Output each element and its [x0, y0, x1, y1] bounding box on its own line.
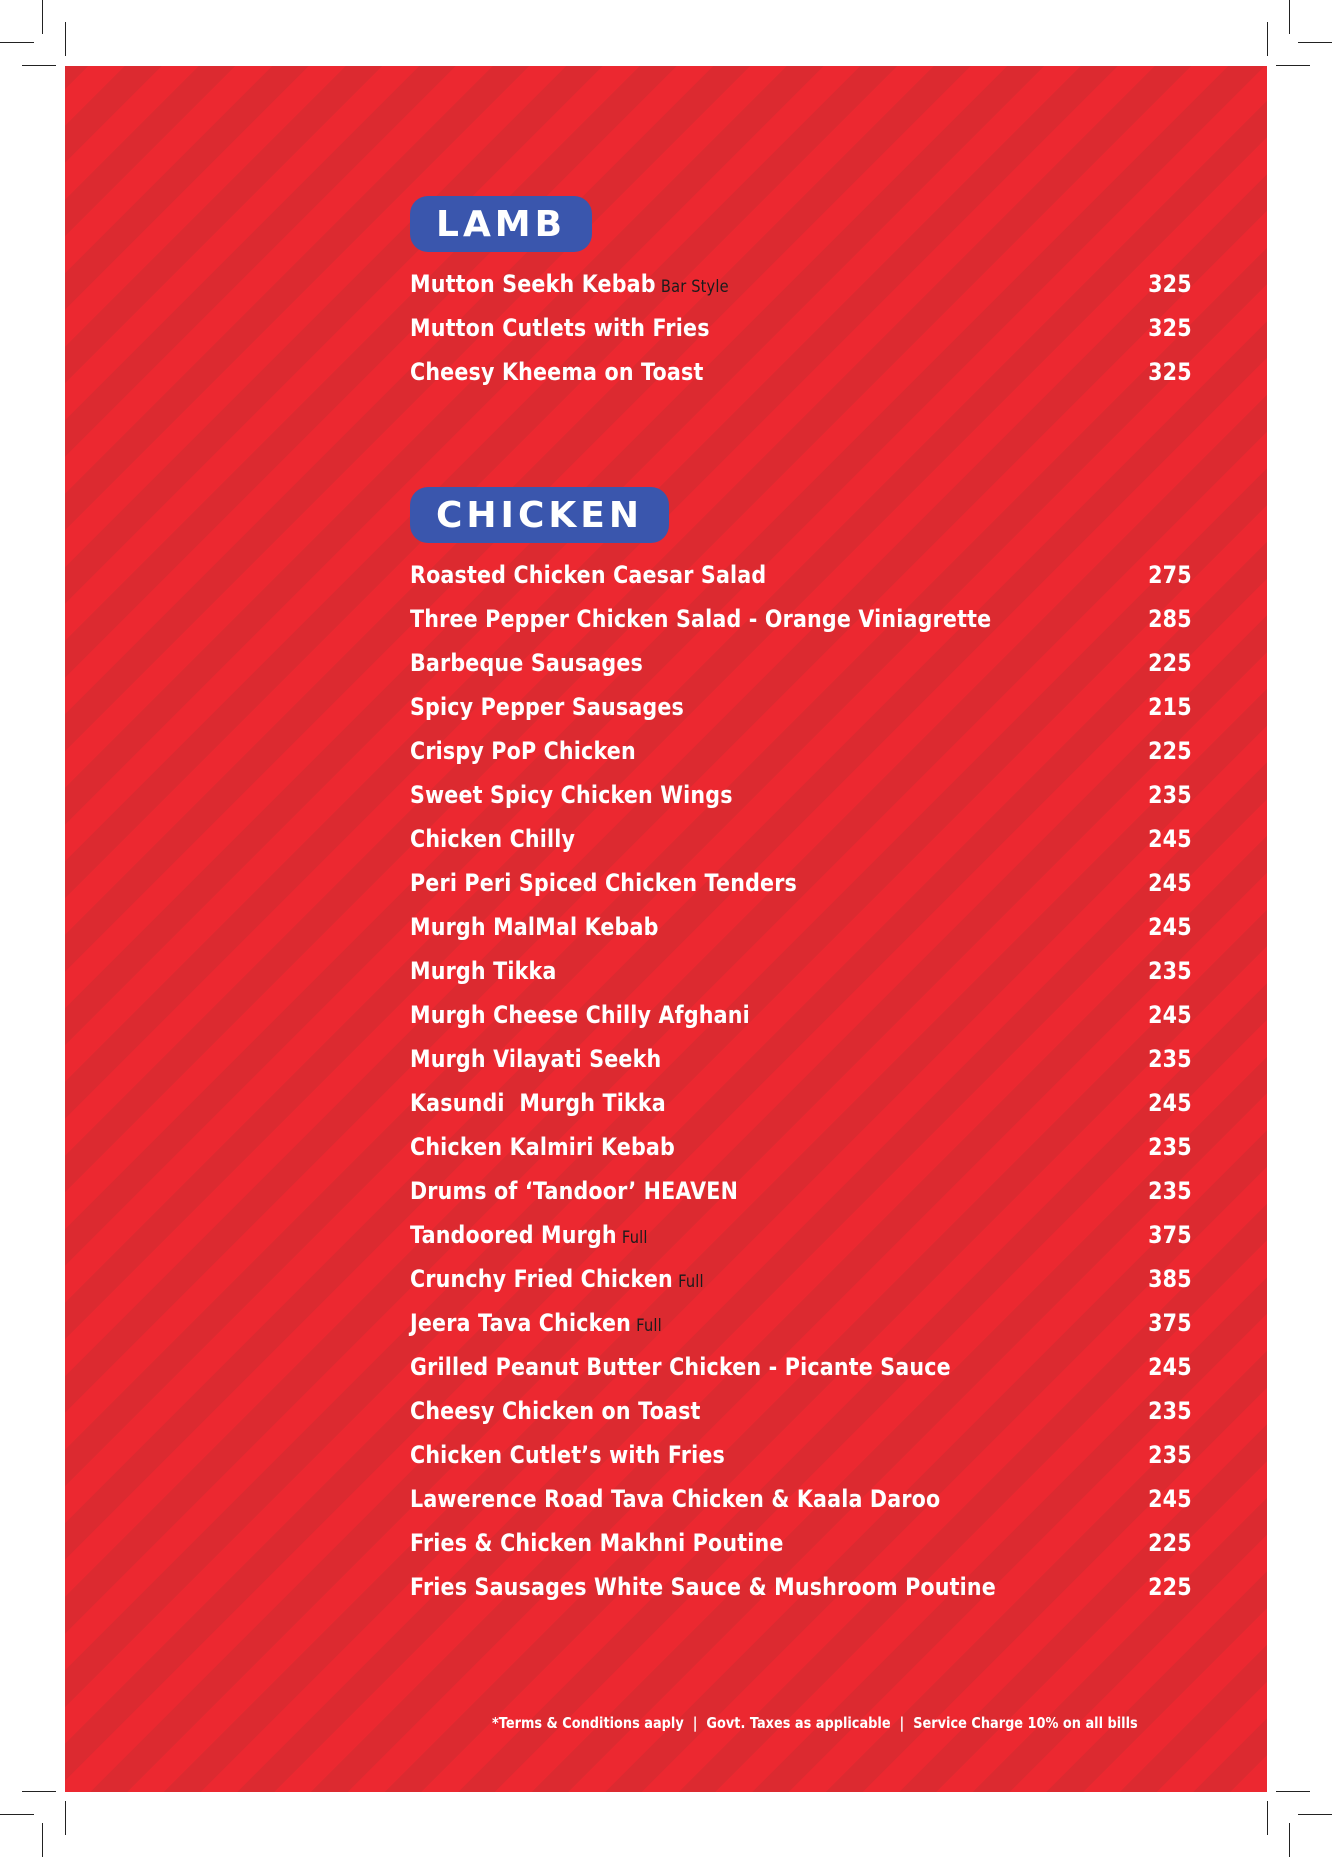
item-price: 235	[1148, 1045, 1192, 1073]
item-note: Full	[636, 1316, 662, 1336]
menu-item	[410, 306, 1192, 350]
item-price: 225	[1148, 737, 1192, 765]
menu-item	[410, 773, 1192, 817]
item-name: Grilled Peanut Butter Chicken - Picante Sauce	[410, 1353, 951, 1381]
item-price: 245	[1148, 1089, 1192, 1117]
item-name: Jeera Tava Chicken	[410, 1309, 632, 1337]
menu-item	[410, 597, 1192, 641]
menu-list	[410, 262, 1192, 394]
crop-mark	[65, 1801, 66, 1835]
item-name: Roasted Chicken Caesar Salad	[410, 561, 767, 589]
menu-item	[410, 1169, 1192, 1213]
item-price: 235	[1148, 957, 1192, 985]
item-price: 245	[1148, 1485, 1192, 1513]
item-price: 325	[1148, 358, 1192, 386]
item-price: 245	[1148, 913, 1192, 941]
crop-mark	[22, 1791, 56, 1792]
item-price: 235	[1148, 1177, 1192, 1205]
item-price: 325	[1148, 270, 1192, 298]
section-lamb	[410, 196, 1192, 394]
item-price: 245	[1148, 1001, 1192, 1029]
item-name: Crispy PoP Chicken	[410, 737, 636, 765]
crop-mark	[0, 42, 34, 43]
item-price: 245	[1148, 869, 1192, 897]
crop-mark	[1276, 65, 1310, 66]
crop-mark	[1267, 22, 1268, 56]
menu-item	[410, 1125, 1192, 1169]
menu-item	[410, 553, 1192, 597]
item-name: Lawerence Road Tava Chicken & Kaala Daroo	[410, 1485, 941, 1513]
menu-item	[410, 350, 1192, 394]
menu-item	[410, 1301, 1192, 1345]
item-note: Bar Style	[660, 277, 729, 297]
item-name: Sweet Spicy Chicken Wings	[410, 781, 733, 809]
crop-mark	[1289, 0, 1290, 34]
crop-mark	[22, 65, 56, 66]
menu-list	[410, 553, 1192, 1609]
item-price: 385	[1148, 1265, 1192, 1293]
menu-item	[410, 905, 1192, 949]
section-chicken	[410, 487, 1192, 1609]
menu-item	[410, 1037, 1192, 1081]
item-name: Chicken Kalmiri Kebab	[410, 1133, 675, 1161]
crop-mark	[1276, 1791, 1310, 1792]
crop-mark	[1298, 42, 1332, 43]
item-name: Mutton Seekh Kebab	[410, 270, 656, 298]
item-price: 235	[1148, 781, 1192, 809]
item-name: Fries Sausages White Sauce & Mushroom Poutine	[410, 1573, 996, 1601]
menu-item	[410, 262, 1192, 306]
item-name: Murgh MalMal Kebab	[410, 913, 659, 941]
item-price: 245	[1148, 825, 1192, 853]
menu-item	[410, 1345, 1192, 1389]
item-name: Murgh Vilayati Seekh	[410, 1045, 662, 1073]
crop-mark	[42, 1823, 43, 1857]
menu-item	[410, 1433, 1192, 1477]
menu-item	[410, 1389, 1192, 1433]
menu-item	[410, 1081, 1192, 1125]
item-name: Chicken Cutlet’s with Fries	[410, 1441, 726, 1469]
item-name: Mutton Cutlets with Fries	[410, 314, 710, 342]
menu-item	[410, 949, 1192, 993]
item-name: Spicy Pepper Sausages	[410, 693, 685, 721]
item-name: Murgh Cheese Chilly Afghani	[410, 1001, 750, 1029]
item-name: Kasundi Murgh Tikka	[410, 1089, 666, 1117]
crop-mark	[42, 0, 43, 34]
menu-item	[410, 1521, 1192, 1565]
menu-item	[410, 861, 1192, 905]
item-note: Full	[678, 1272, 704, 1292]
section-title: CHICKEN	[410, 487, 669, 543]
item-price: 235	[1148, 1133, 1192, 1161]
item-note: Full	[621, 1228, 648, 1248]
item-price: 325	[1148, 314, 1192, 342]
section-title: LAMB	[410, 196, 592, 252]
item-name: Tandoored Murgh	[410, 1221, 617, 1249]
menu-item	[410, 1477, 1192, 1521]
item-price: 235	[1148, 1397, 1192, 1425]
item-name: Fries & Chicken Makhni Poutine	[410, 1529, 784, 1557]
item-price: 215	[1148, 693, 1192, 721]
item-price: 225	[1148, 1573, 1192, 1601]
item-price: 275	[1148, 561, 1192, 589]
item-price: 225	[1148, 1529, 1192, 1557]
menu-item	[410, 817, 1192, 861]
item-price: 245	[1148, 1353, 1192, 1381]
item-name: Chicken Chilly	[410, 825, 576, 853]
item-name: Cheesy Kheema on Toast	[410, 358, 704, 386]
menu-item	[410, 993, 1192, 1037]
item-name: Murgh Tikka	[410, 957, 557, 985]
item-price: 235	[1148, 1441, 1192, 1469]
menu-item	[410, 641, 1192, 685]
menu-item	[410, 1565, 1192, 1609]
crop-mark	[1298, 1814, 1332, 1815]
menu-item	[410, 1257, 1192, 1301]
item-name: Barbeque Sausages	[410, 649, 643, 677]
crop-mark	[1267, 1801, 1268, 1835]
item-name: Peri Peri Spiced Chicken Tenders	[410, 869, 798, 897]
terms-footer: *Terms & Conditions aaply | Govt. Taxes as applicable | Service Charge 10% on all bills	[492, 1714, 1138, 1732]
item-name: Cheesy Chicken on Toast	[410, 1397, 701, 1425]
item-price: 285	[1148, 605, 1192, 633]
item-name: Three Pepper Chicken Salad - Orange Viniagrette	[410, 605, 992, 633]
item-price: 375	[1148, 1221, 1192, 1249]
crop-mark	[65, 22, 66, 56]
menu-item	[410, 685, 1192, 729]
crop-mark	[0, 1814, 34, 1815]
menu-item	[410, 1213, 1192, 1257]
item-price: 375	[1148, 1309, 1192, 1337]
item-price: 225	[1148, 649, 1192, 677]
item-name: Drums of ‘Tandoor’ HEAVEN	[410, 1177, 739, 1205]
item-name: Crunchy Fried Chicken	[410, 1265, 673, 1293]
menu-item	[410, 729, 1192, 773]
crop-mark	[1289, 1823, 1290, 1857]
